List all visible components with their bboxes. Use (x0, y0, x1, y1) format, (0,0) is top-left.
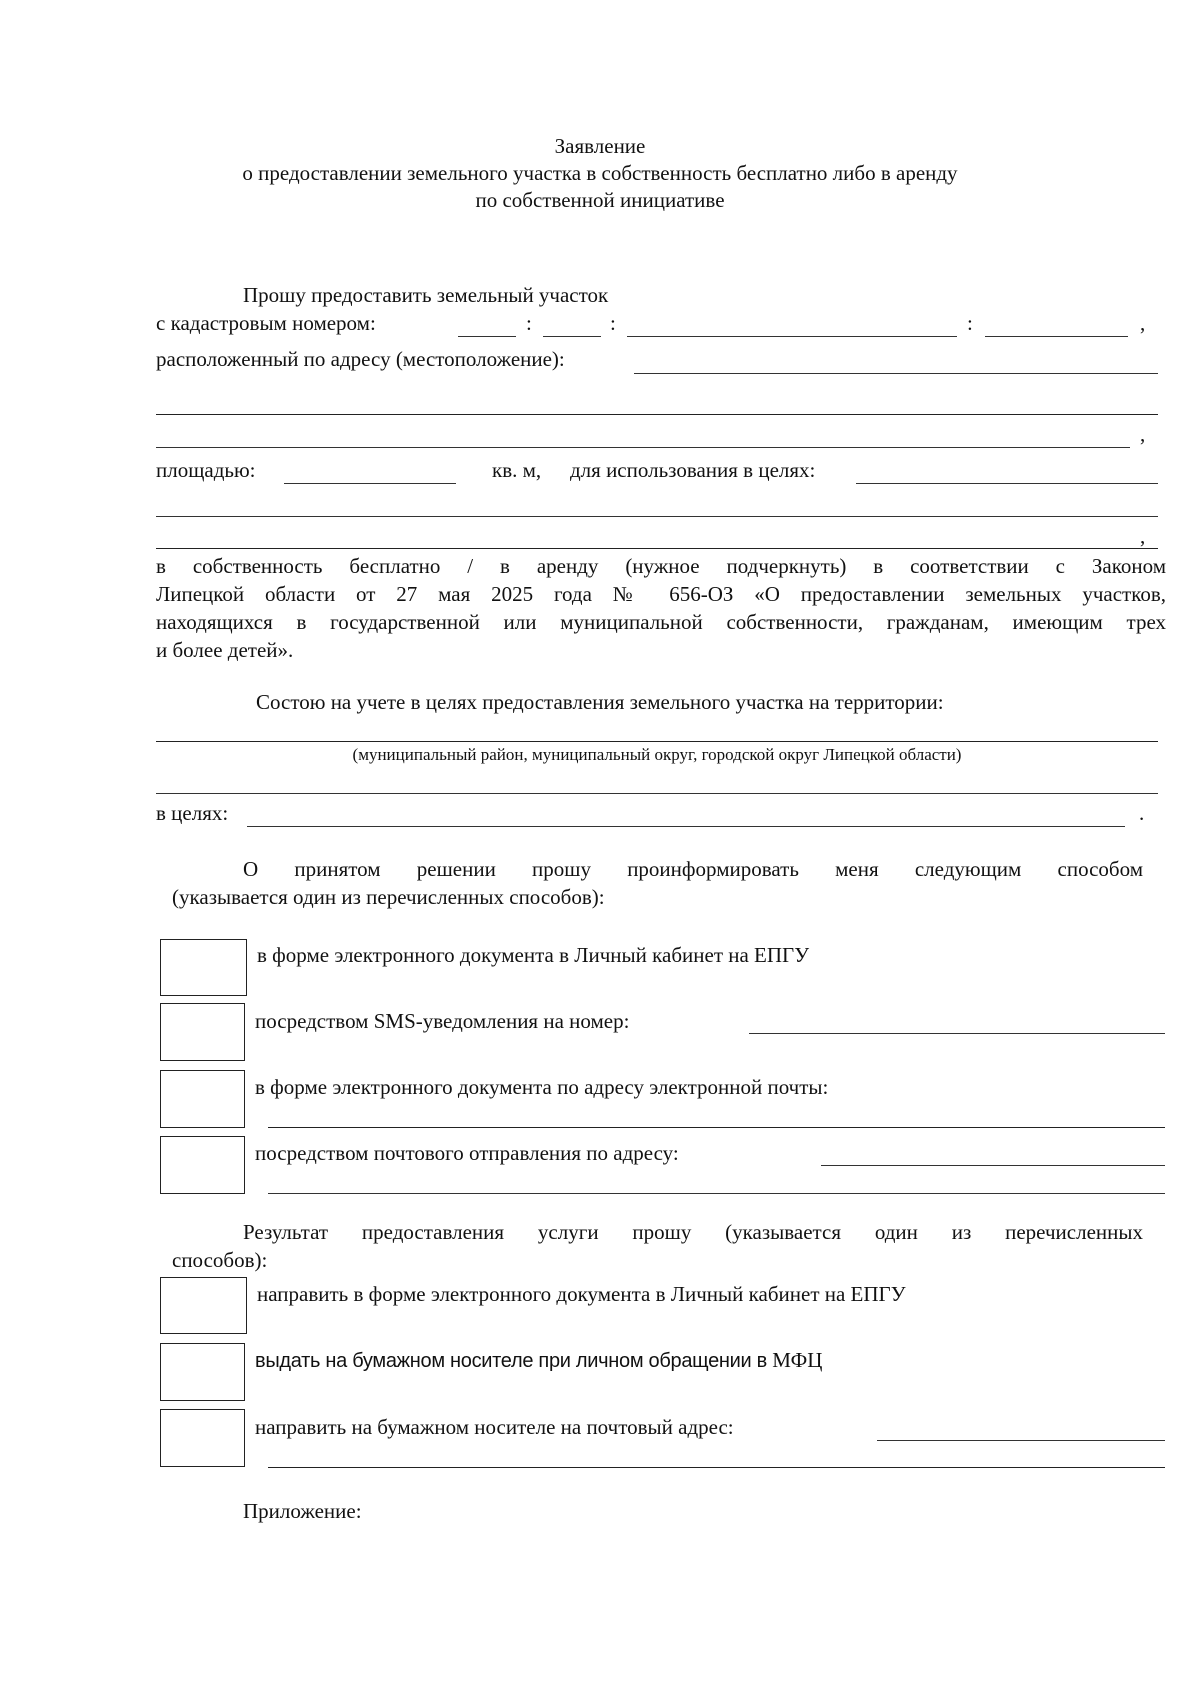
goal-label: в целях: (156, 801, 229, 825)
cadastral-separator: : (526, 311, 532, 335)
attachment-label: Приложение: (243, 1499, 362, 1523)
ownership-paragraph-line-3: находящихся в государственной или муниципальной собственности, гражданам, имеющим трех (156, 610, 1166, 634)
notify-epgu-checkbox[interactable] (160, 939, 247, 996)
notify-post-checkbox[interactable] (160, 1136, 245, 1194)
area-label: площадью: (156, 458, 256, 482)
cadastral-part-4-field[interactable] (985, 336, 1128, 337)
result-mfc-label (255, 1346, 822, 1375)
post-address-field-line-1[interactable] (821, 1165, 1165, 1166)
post-address-field-line-2[interactable] (268, 1193, 1165, 1194)
notify-epgu-label: в форме электронного документа в Личный кабинет на ЕПГУ (257, 943, 810, 967)
address-label: расположенный по адресу (местоположение): (156, 347, 565, 371)
territory-field[interactable] (156, 741, 1158, 742)
cadastral-number-label: с кадастровым номером: (156, 311, 376, 335)
notify-sms-checkbox[interactable] (160, 1003, 245, 1061)
cadastral-separator: : (967, 311, 973, 335)
notify-email-checkbox[interactable] (160, 1070, 245, 1128)
registration-text: Состою на учете в целях предоставления земельного участка на территории: (256, 690, 944, 714)
result-mfc-checkbox[interactable] (160, 1343, 245, 1401)
territory-caption: (муниципальный район, муниципальный округ, городской округ Липецкой области) (352, 745, 962, 764)
address-comma: , (1140, 422, 1146, 446)
purpose-label: для использования в целях: (570, 458, 816, 482)
form-title: Заявление (554, 134, 646, 158)
address-field-line-1[interactable] (634, 373, 1158, 374)
notify-email-label: в форме электронного документа по адресу электронной почты: (255, 1075, 829, 1099)
result-epgu-label: направить в форме электронного документа в Личный кабинет на ЕПГУ (257, 1282, 906, 1306)
purpose-field-line-1[interactable] (856, 483, 1158, 484)
purpose-comma: , (1140, 524, 1146, 548)
result-post-label: направить на бумажном носителе на почтовый адрес: (255, 1415, 734, 1439)
form-subtitle-line-1: о предоставлении земельного участка в собственность бесплатно либо в аренду (242, 161, 958, 185)
result-post-address-field-line-1[interactable] (877, 1440, 1165, 1441)
form-subtitle-line-2: по собственной инициативе (475, 188, 725, 212)
notify-intro-line-1: О принятом решении прошу проинформировать меня следующим способом (243, 857, 1143, 881)
cadastral-separator: : (610, 311, 616, 335)
address-field-line-2[interactable] (156, 414, 1158, 415)
address-field-line-3[interactable] (156, 447, 1130, 448)
result-post-address-field-line-2[interactable] (268, 1467, 1165, 1468)
result-mfc-label-tail: МФЦ (772, 1348, 823, 1372)
cadastral-part-1-field[interactable] (458, 336, 516, 337)
notify-intro-line-2: (указывается один из перечисленных способов): (172, 885, 605, 909)
cadastral-part-3-field[interactable] (627, 336, 957, 337)
ownership-paragraph-line-2: Липецкой области от 27 мая 2025 года № 656-ОЗ «О предоставлении земельных участков, (156, 582, 1166, 606)
sms-phone-field[interactable] (749, 1033, 1165, 1034)
result-mfc-label-main: выдать на бумажном носителе при личном обращении в (255, 1350, 773, 1372)
result-intro-line-2: способов): (172, 1248, 268, 1272)
area-unit: кв. м, (492, 458, 542, 482)
cadastral-part-2-field[interactable] (543, 336, 601, 337)
result-epgu-checkbox[interactable] (160, 1277, 247, 1334)
cadastral-comma: , (1140, 311, 1146, 335)
result-post-checkbox[interactable] (160, 1409, 245, 1467)
result-intro-line-1: Результат предоставления услуги прошу (указывается один из перечисленных (243, 1220, 1143, 1244)
purpose-field-line-3[interactable] (156, 548, 1158, 549)
notify-sms-label: посредством SMS-уведомления на номер: (255, 1009, 630, 1033)
territory-field-line-2[interactable] (156, 793, 1158, 794)
ownership-paragraph-line-4: и более детей». (156, 638, 294, 662)
goal-field[interactable] (247, 826, 1125, 827)
ownership-paragraph-line-1: в собственность бесплатно / в аренду (нужное подчеркнуть) в соответствии с Законом (156, 554, 1166, 578)
purpose-field-line-2[interactable] (156, 516, 1158, 517)
request-intro: Прошу предоставить земельный участок (243, 283, 609, 307)
area-field[interactable] (284, 483, 456, 484)
notify-post-label: посредством почтового отправления по адресу: (255, 1141, 679, 1165)
email-address-field[interactable] (268, 1127, 1165, 1128)
goal-period: . (1139, 801, 1145, 825)
